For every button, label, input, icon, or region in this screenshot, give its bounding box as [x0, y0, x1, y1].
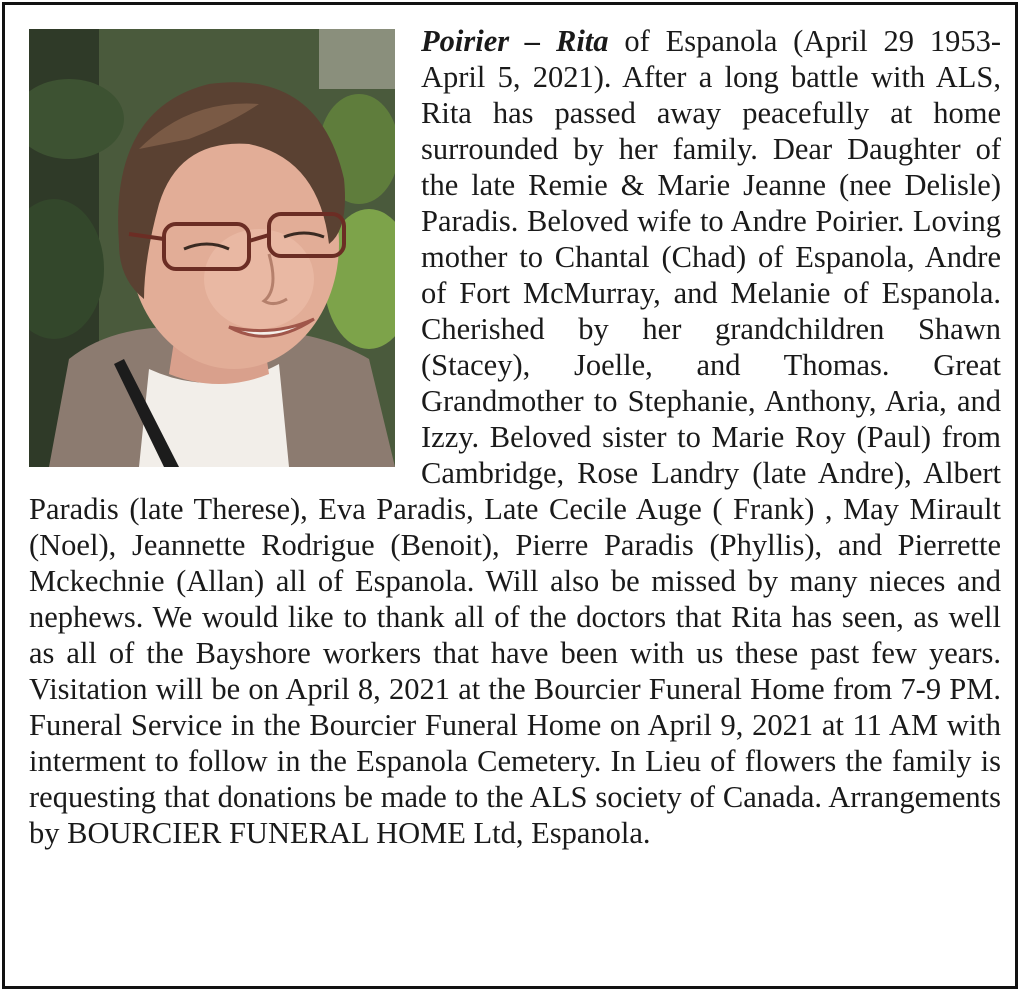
deceased-surname: Poirier: [421, 24, 510, 58]
obituary-body-text: of Espanola (April 29 1953-April 5, 2021). After a long battle with ALS, Rita has passed away peacefully at home surrounded by her family. Dear Daughter of the late Remie & Marie Jeanne (nee Delisle) Paradis. Beloved wife to Andre Poirier. Loving mother to Chantal (Chad) of Espanola, Andre of Fort McMurray, and Melanie of Espanola. Cherished by her grandchildren Shawn (Stacey), Joelle, and Thomas. Great Grandmother to Stephanie, Anthony, Aria, and Izzy. Beloved sister to Marie Roy (Paul) from Cambridge, Rose Landry (late Andre), Albert Paradis (late Therese), Eva Paradis, Late Cecile Auge ( Frank) , May Mirault (Noel), Jeannette Rodrigue (Benoit), Pierre Paradis (Phyllis), and Pierrette Mckechnie (Allan) all of Espanola. Will also be missed by many nieces and nephews. We would like to thank all of the doctors that Rita has seen, as well as all of the Bayshore workers that have been with us these past few years. Visitation will be on April 8, 2021 at the Bourcier Funeral Home from 7-9 PM. Funeral Service in the Bourcier Funeral Home on April 9, 2021 at 11 AM with interment to follow in the Espanola Cemetery. In Lieu of flowers the family is requesting that donations be made to the ALS society of Canada. Arrangements by BOURCIER FUNERAL HOME Ltd, Espanola.: [29, 24, 1001, 850]
portrait-illustration: [29, 29, 395, 467]
obituary-content: [29, 23, 1001, 851]
name-dash: –: [524, 24, 541, 58]
obituary-frame: [2, 2, 1018, 989]
portrait-photo: [29, 29, 395, 467]
deceased-given-name: Rita: [555, 24, 609, 58]
